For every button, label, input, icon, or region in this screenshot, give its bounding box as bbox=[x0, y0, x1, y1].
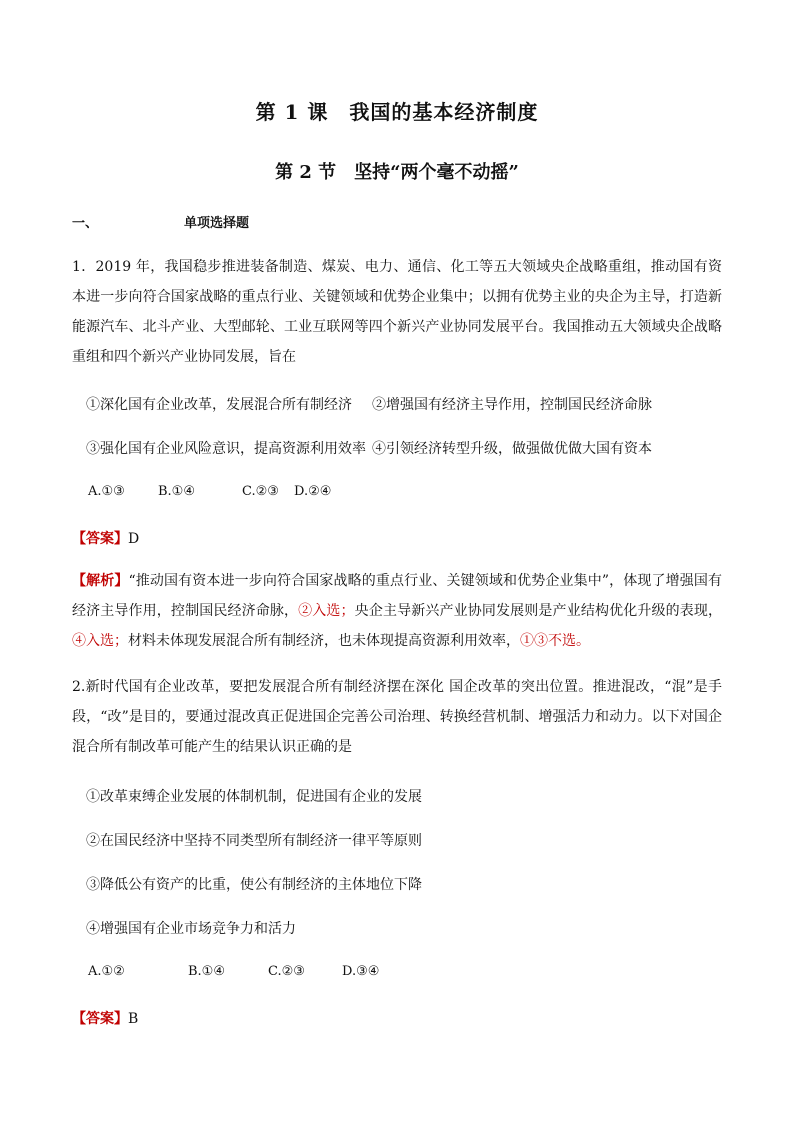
analysis-highlight-3: ①③不选。 bbox=[520, 633, 590, 649]
answer-value: D bbox=[128, 531, 140, 547]
question-section-heading bbox=[72, 212, 249, 231]
question-1-choice-c: C.②③ bbox=[242, 484, 279, 499]
analysis-highlight-2: ④入选； bbox=[72, 633, 128, 649]
question-1-option-1: ①深化国有企业改革，发展混合所有制经济 bbox=[86, 397, 352, 413]
analysis-text-1: “推动国有资本进一步向符合国家战略的重点行业、关键领域和优势企业集中”，体现了增强国有经济主导作用，控制国民经济命脉， bbox=[72, 573, 723, 619]
question-1-choice-d: D.②④ bbox=[294, 484, 332, 499]
question-1-option-3: ③强化国有企业风险意识，提高资源利用效率 bbox=[86, 441, 366, 457]
question-2-answer bbox=[72, 1008, 138, 1028]
analysis-tag: 【解析】 bbox=[72, 573, 129, 589]
question-1-stem: 1．2019 年，我国稳步推进装备制造、煤炭、电力、通信、化工等五大领域央企战略重组，推动国有资本进一步向符合国家战略的重点行业、关键领域和优势企业集中；以拥有优势主业的央企为主导，打造新能源汽车、北斗产业、大型邮轮、工业互联网等四个新兴产业协同发展平台。我国推动五大领域央企战略重组和四个新兴产业协同发展，旨在 bbox=[72, 259, 722, 365]
analysis-text-3: 材料未体现发展混合所有制经济，也未体现提高资源利用效率， bbox=[128, 633, 520, 649]
answer-tag: 【答案】 bbox=[72, 1011, 128, 1027]
question-1-option-4: ④引领经济转型升级，做强做优做大国有资本 bbox=[372, 441, 652, 457]
section-label: 单项选择题 bbox=[184, 216, 250, 231]
question-1-option-2: ②增强国有经济主导作用，控制国民经济命脉 bbox=[372, 397, 652, 413]
analysis-highlight-1: ②入选； bbox=[298, 603, 355, 619]
question-1-choices bbox=[88, 484, 331, 499]
answer-value: B bbox=[128, 1011, 139, 1027]
analysis-text-2: 央企主导新兴产业协同发展则是产业结构优化升级的表现， bbox=[354, 603, 723, 619]
section-number: 一、 bbox=[72, 216, 99, 231]
question-2-stem: 2.新时代国有企业改革，要把发展混合所有制经济摆在深化 国企改革的突出位置。推进混改，“混”是手段，“改”是目的，要通过混改真正促进国企完善公司治理、转换经营机制、增强活力和动力。以下对国企混合所有制改革可能产生的结果认识正确的是 bbox=[72, 679, 722, 755]
lesson-title: 第 1 课 我国的基本经济制度 bbox=[255, 100, 539, 124]
question-2-choice-a: A.①② bbox=[88, 964, 125, 979]
question-1-choice-a: A.①③ bbox=[88, 484, 125, 499]
question-2-choice-b: B.①④ bbox=[188, 964, 225, 979]
question-2-choice-c: C.②③ bbox=[268, 964, 305, 979]
question-2-option-4: ④增强国有企业市场竞争力和活力 bbox=[86, 921, 296, 937]
question-2-choices bbox=[88, 964, 379, 979]
question-2-option-1: ①改革束缚企业发展的体制机制，促进国有企业的发展 bbox=[86, 789, 422, 805]
question-1-choice-b: B.①④ bbox=[158, 484, 195, 499]
question-1-analysis bbox=[72, 566, 722, 656]
answer-tag: 【答案】 bbox=[72, 531, 128, 547]
question-2-option-3: ③降低公有资产的比重，使公有制经济的主体地位下降 bbox=[86, 877, 422, 893]
question-2-option-2: ②在国民经济中坚持不同类型所有制经济一律平等原则 bbox=[86, 833, 422, 849]
section-subtitle: 第 2 节 坚持“两个毫不动摇” bbox=[275, 162, 519, 183]
question-2-choice-d: D.③④ bbox=[342, 964, 380, 979]
question-1-answer bbox=[72, 528, 139, 548]
